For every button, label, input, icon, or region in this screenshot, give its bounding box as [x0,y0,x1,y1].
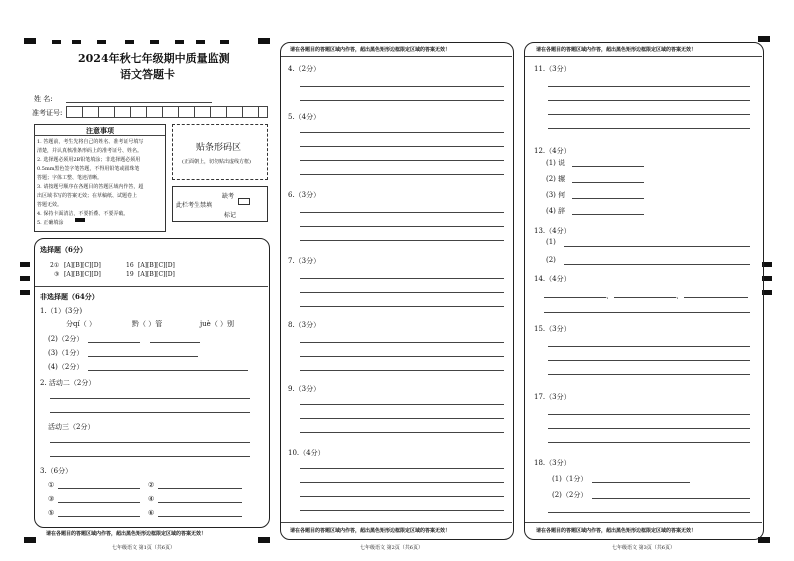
q3-item: ⑤ [48,509,55,517]
answer-line[interactable] [300,370,504,371]
answer-line[interactable] [564,246,750,247]
answer-line[interactable] [300,482,504,483]
answer-line[interactable] [592,482,690,483]
choice-options[interactable]: [A][B][C][D] [138,262,175,269]
answer-line[interactable] [88,370,248,371]
notes-list [37,138,165,228]
q3-item: ③ [48,495,55,503]
answer-line[interactable] [300,146,504,147]
absent-label: 此栏考生禁填 [176,202,213,209]
q12-item: (2) 辗 [546,175,566,183]
question-label: 17.（3分） [534,393,571,401]
question-label: 5.（4分） [288,113,321,121]
name-label: 姓 名: [34,95,53,103]
answer-line[interactable] [158,516,242,517]
question-label: 14.（4分） [534,275,571,283]
answer-line[interactable] [50,456,250,457]
answer-line[interactable] [50,412,250,413]
notes-item: 1. 答题前，考生先将自己的姓名、准考证号填写 [37,139,144,145]
choice-q: ③ [54,271,60,278]
registration-mark [24,537,36,543]
answer-line[interactable] [150,342,200,343]
answer-line[interactable] [544,297,606,298]
id-field[interactable] [66,106,268,118]
notes-item: 3. 请按题号顺序在各题目的答题区域内作答，超 [37,184,144,190]
registration-mark [20,262,30,267]
divider [35,286,268,287]
q12-item: (4) 辞 [546,207,566,215]
registration-mark [20,276,30,281]
q3-item: ④ [148,495,155,503]
answer-line[interactable] [158,502,242,503]
choice-options[interactable]: [A][B][C][D] [64,271,101,278]
question-label: 11.（3分） [534,65,571,73]
q3-label: 3.（6分） [40,467,73,475]
answer-line[interactable] [300,404,504,405]
answer-line[interactable] [58,488,140,489]
registration-mark [196,40,205,44]
answer-line[interactable] [58,516,140,517]
answer-line[interactable] [548,128,750,129]
answer-line[interactable] [300,292,504,293]
answer-line[interactable] [300,160,504,161]
question-label: 10.（4分） [288,449,325,457]
exam-title: 2024年秋七年级期中质量监测 [78,52,230,65]
answer-line[interactable] [572,166,644,167]
registration-mark [758,36,770,42]
answer-line[interactable] [548,374,750,375]
question-label: 9.（3分） [288,385,321,393]
answer-line[interactable] [158,488,242,489]
divider [281,522,512,523]
q2-sub: 活动三（2分） [48,423,95,431]
answer-line[interactable] [300,240,504,241]
answer-line[interactable] [300,86,504,87]
pinyin-item: 黔（ ）管 [132,320,163,328]
barcode-subtitle: (正面朝上，切勿贴出虚线方框) [182,159,251,165]
answer-line[interactable] [300,306,504,307]
page-number: 七年级语文 第3页（共6页） [612,545,675,551]
q13-item: (1) [546,238,556,246]
choice-title: 选择题（6分） [40,245,87,254]
notes-item: 答题无效。 [37,202,63,208]
absent-checkbox[interactable] [238,198,250,205]
divider [525,522,762,523]
nonchoice-title: 非选择题（64分） [40,292,99,301]
id-label: 准考证号: [32,109,63,117]
question-label: 15.（3分） [534,325,571,333]
choice-q: 16 [126,262,134,269]
answer-line[interactable] [300,226,504,227]
answer-line[interactable] [572,182,644,183]
answer-line[interactable] [614,297,676,298]
answer-line[interactable] [50,442,250,443]
q3-item: ① [48,481,55,489]
question-label: 6.（3分） [288,191,321,199]
registration-mark [20,290,30,295]
answer-line[interactable] [300,278,504,279]
footer-notice: 请在各题目的答题区域内作答，超出黑色矩形边框限定区域的答案无效！ [46,531,207,537]
answer-line[interactable] [300,418,504,419]
q3-item: ② [148,481,155,489]
answer-line[interactable] [684,297,748,298]
divider [281,56,512,57]
answer-line[interactable] [548,86,750,87]
registration-mark [150,40,159,44]
notes-item: 出区域书写的答案无效；在草稿纸、试题卷上 [37,193,138,199]
answer-line[interactable] [300,132,504,133]
registration-mark [72,40,81,44]
page-number: 七年级语文 第1页（共6页） [112,545,175,551]
answer-line[interactable] [300,432,504,433]
notes-item: 2. 选择题必须用2B铅笔填涂；非选择题必须用 [37,157,141,163]
q1-sub: (3)（1分） [48,349,84,357]
q12-item: (3) 何 [546,191,566,199]
notes-item: 5. 正确填涂 [37,220,64,226]
answer-line[interactable] [300,174,504,175]
divider [525,56,762,57]
answer-line[interactable] [548,346,750,347]
registration-mark [258,537,270,543]
registration-mark [220,40,229,44]
answer-line[interactable] [548,428,750,429]
answer-line[interactable] [300,100,504,101]
choice-q: 2① [50,262,60,269]
q18-item: (2)（2分） [552,491,588,499]
answer-line[interactable] [300,212,504,213]
notes-item: 答题；字体工整、笔迹清晰。 [37,175,103,181]
answer-line[interactable] [548,512,750,513]
header-notice: 请在各题目的答题区域内作答，超出黑色矩形边框限定区域的答案无效！ [536,47,697,53]
answer-line[interactable] [564,264,750,265]
name-field[interactable] [66,102,212,103]
exam-subtitle: 语文答题卡 [120,68,175,81]
answer-line[interactable] [88,342,140,343]
choice-options[interactable]: [A][B][C][D] [64,262,101,269]
registration-mark [175,40,184,44]
notes-item: 0.5mm黑色签字笔答题，不得用铅笔或圆珠笔 [37,166,140,172]
answer-line[interactable] [548,100,750,101]
answer-line[interactable] [548,114,750,115]
q1-sub: (4)（2分） [48,363,84,371]
answer-line[interactable] [58,502,140,503]
answer-line[interactable] [50,398,250,399]
question-label: 8.（3分） [288,321,321,329]
notes-item: 4. 保持卡面清洁，不要折叠、不要弄破。 [37,211,129,217]
absent-top: 缺考 [222,193,235,200]
pinyin-item: 分qí（ ） [66,320,96,328]
page-number: 七年级语文 第2页（共6页） [360,545,423,551]
question-label: 7.（3分） [288,257,321,265]
answer-line[interactable] [548,360,750,361]
q18-item: (1)（1分） [552,475,588,483]
footer-notice: 请在各题目的答题区域内作答，超出黑色矩形边框限定区域的答案无效！ [290,528,451,534]
question-label: 12.（4分） [534,147,571,155]
notes-item: 清楚，并认真核准条形码上的准考证号、姓名。 [37,148,143,154]
pinyin-item: juè（ ）别 [200,320,235,328]
q1-sub: (2)（2分） [48,335,84,343]
fill-example [75,218,85,222]
choice-q: 19 [126,271,134,278]
separator-comma: 、 [676,292,683,300]
answer-line[interactable] [300,510,504,511]
question-label: 4.（2分） [288,65,321,73]
q13-item: (2) [546,256,556,264]
absent-bottom: 标记 [224,212,237,219]
question-label: 18.（3分） [534,459,571,467]
answer-line[interactable] [572,214,644,215]
q12-item: (1) 说 [546,159,566,167]
answer-line[interactable] [300,356,504,357]
question-label: 13.（4分） [534,227,571,235]
registration-mark [97,40,106,44]
registration-mark [258,38,270,44]
barcode-title: 贴条形码区 [196,143,242,153]
header-notice: 请在各题目的答题区域内作答，超出黑色矩形边框限定区域的答案无效！ [290,47,451,53]
q3-item: ⑥ [148,509,155,517]
answer-line[interactable] [548,414,750,415]
registration-mark [125,40,134,44]
answer-line[interactable] [592,498,750,499]
answer-line[interactable] [572,198,644,199]
choice-options[interactable]: [A][B][C][D] [138,271,175,278]
answer-line[interactable] [300,342,504,343]
separator-comma: 、 [606,292,613,300]
q1-label: 1.（1）(3分) [40,307,83,315]
q2-label: 2. 活动二（2分） [40,379,96,387]
answer-line[interactable] [300,496,504,497]
answer-line[interactable] [548,442,750,443]
answer-line[interactable] [88,356,198,357]
registration-mark [24,38,36,44]
notes-title: 注意事项 [86,126,114,135]
registration-mark [52,40,61,44]
answer-line[interactable] [300,468,504,469]
answer-line[interactable] [544,312,750,313]
divider [34,135,165,136]
footer-notice: 请在各题目的答题区域内作答，超出黑色矩形边框限定区域的答案无效！ [536,528,697,534]
